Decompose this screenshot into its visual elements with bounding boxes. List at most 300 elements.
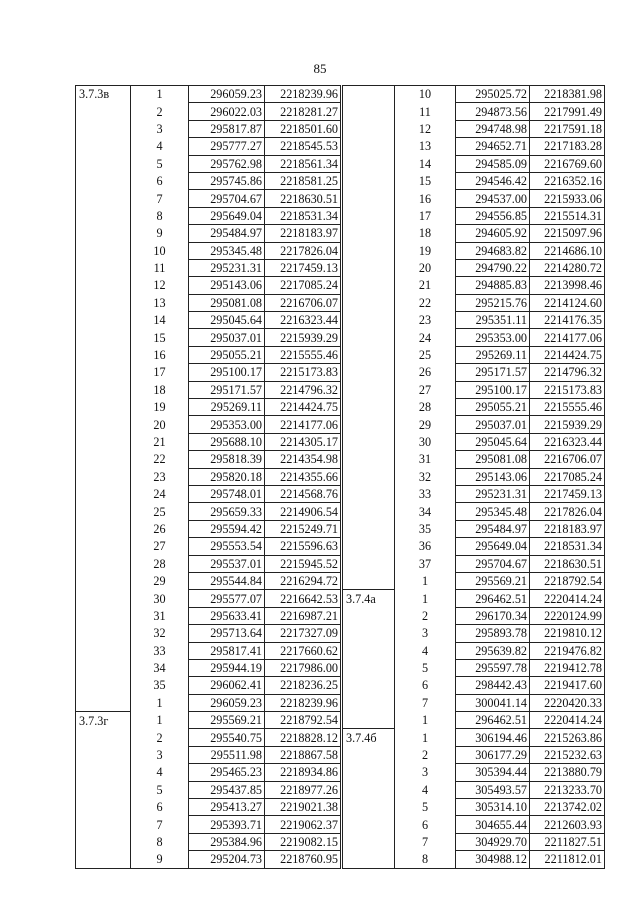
point-number-cell: 4 (131, 138, 189, 155)
x-coordinate-cell: 295345.48 (456, 503, 530, 520)
x-coordinate-cell: 295511.98 (189, 746, 265, 763)
table-row (343, 625, 605, 642)
x-coordinate-cell: 295649.04 (456, 538, 530, 555)
x-coordinate-cell: 294683.82 (456, 242, 530, 259)
table-row (76, 729, 341, 746)
table-row (76, 381, 341, 398)
x-coordinate-cell: 295748.01 (189, 485, 265, 502)
section-cell (76, 433, 131, 450)
x-coordinate-cell: 295577.07 (189, 590, 265, 607)
table-row (343, 746, 605, 763)
y-coordinate-cell: 2218630.51 (530, 555, 605, 572)
x-coordinate-cell: 295818.39 (189, 451, 265, 468)
section-cell (76, 555, 131, 572)
y-coordinate-cell: 2218531.34 (265, 207, 341, 224)
x-coordinate-cell: 294605.92 (456, 225, 530, 242)
y-coordinate-cell: 2215945.52 (265, 555, 341, 572)
table-row (343, 242, 605, 259)
x-coordinate-cell: 295025.72 (456, 86, 530, 103)
point-number-cell: 17 (131, 364, 189, 381)
y-coordinate-cell: 2214177.06 (530, 329, 605, 346)
point-number-cell: 27 (395, 381, 456, 398)
x-coordinate-cell: 295553.54 (189, 538, 265, 555)
section-cell (76, 120, 131, 137)
x-coordinate-cell: 295055.21 (456, 399, 530, 416)
point-number-cell: 22 (131, 451, 189, 468)
y-coordinate-cell: 2217826.04 (530, 503, 605, 520)
point-number-cell: 2 (395, 746, 456, 763)
section-cell (343, 120, 395, 137)
section-cell (76, 677, 131, 694)
x-coordinate-cell: 295537.01 (189, 555, 265, 572)
point-number-cell: 22 (395, 294, 456, 311)
y-coordinate-cell: 2214355.66 (265, 468, 341, 485)
point-number-cell: 31 (395, 451, 456, 468)
x-coordinate-cell: 295777.27 (189, 138, 265, 155)
point-number-cell: 30 (395, 433, 456, 450)
section-cell (343, 225, 395, 242)
y-coordinate-cell: 2213880.79 (530, 764, 605, 781)
section-cell (343, 433, 395, 450)
section-cell (343, 277, 395, 294)
x-coordinate-cell: 295762.98 (189, 155, 265, 172)
point-number-cell: 23 (131, 468, 189, 485)
y-coordinate-cell: 2218239.96 (265, 86, 341, 103)
section-cell (343, 155, 395, 172)
x-coordinate-cell: 295204.73 (189, 851, 265, 868)
section-cell (343, 555, 395, 572)
section-cell (76, 399, 131, 416)
x-coordinate-cell: 305493.57 (456, 781, 530, 798)
point-number-cell: 28 (131, 555, 189, 572)
point-number-cell: 5 (395, 799, 456, 816)
section-cell (76, 242, 131, 259)
section-cell (76, 816, 131, 833)
table-row (343, 816, 605, 833)
section-cell (343, 364, 395, 381)
table-row (343, 155, 605, 172)
y-coordinate-cell: 2218381.98 (530, 86, 605, 103)
x-coordinate-cell: 298442.43 (456, 677, 530, 694)
y-coordinate-cell: 2211812.01 (530, 851, 605, 868)
table-row (343, 346, 605, 363)
y-coordinate-cell: 2213233.70 (530, 781, 605, 798)
x-coordinate-cell: 294790.22 (456, 259, 530, 276)
y-coordinate-cell: 2214354.98 (265, 451, 341, 468)
y-coordinate-cell: 2216323.44 (265, 312, 341, 329)
point-number-cell: 26 (131, 520, 189, 537)
table-row (343, 538, 605, 555)
x-coordinate-cell: 296462.51 (456, 712, 530, 729)
section-cell (76, 294, 131, 311)
point-number-cell: 8 (131, 833, 189, 850)
point-number-cell: 20 (395, 259, 456, 276)
point-number-cell: 16 (395, 190, 456, 207)
x-coordinate-cell: 295171.57 (456, 364, 530, 381)
x-coordinate-cell: 295143.06 (456, 468, 530, 485)
y-coordinate-cell: 2214177.06 (265, 416, 341, 433)
table-row (343, 712, 605, 729)
x-coordinate-cell: 295413.27 (189, 799, 265, 816)
x-coordinate-cell: 295594.42 (189, 520, 265, 537)
x-coordinate-cell: 295037.01 (189, 329, 265, 346)
section-cell (76, 381, 131, 398)
x-coordinate-cell: 295688.10 (189, 433, 265, 450)
x-coordinate-cell: 295100.17 (189, 364, 265, 381)
section-cell (343, 659, 395, 676)
section-cell (343, 851, 395, 868)
table-row (343, 312, 605, 329)
point-number-cell: 2 (131, 729, 189, 746)
table-row (76, 833, 341, 850)
section-cell (76, 538, 131, 555)
point-number-cell: 35 (131, 677, 189, 694)
section-cell (76, 172, 131, 189)
x-coordinate-cell: 300041.14 (456, 694, 530, 711)
y-coordinate-cell: 2218239.96 (265, 694, 341, 711)
point-number-cell: 24 (395, 329, 456, 346)
point-number-cell: 1 (131, 694, 189, 711)
section-cell (343, 485, 395, 502)
x-coordinate-cell: 296062.41 (189, 677, 265, 694)
point-number-cell: 1 (131, 86, 189, 103)
point-number-cell: 10 (131, 242, 189, 259)
point-number-cell: 1 (395, 590, 456, 607)
section-cell (76, 642, 131, 659)
y-coordinate-cell: 2218792.54 (265, 712, 341, 729)
y-coordinate-cell: 2216987.21 (265, 607, 341, 624)
point-number-cell: 23 (395, 312, 456, 329)
point-number-cell: 1 (395, 729, 456, 746)
x-coordinate-cell: 295817.87 (189, 120, 265, 137)
table-row (76, 746, 341, 763)
y-coordinate-cell: 2215555.46 (530, 399, 605, 416)
table-row (343, 677, 605, 694)
x-coordinate-cell: 295817.41 (189, 642, 265, 659)
point-number-cell: 12 (395, 120, 456, 137)
point-number-cell: 4 (395, 781, 456, 798)
x-coordinate-cell: 296170.34 (456, 607, 530, 624)
point-number-cell: 36 (395, 538, 456, 555)
section-cell (343, 642, 395, 659)
y-coordinate-cell: 2219810.12 (530, 625, 605, 642)
table-row (76, 677, 341, 694)
section-cell (343, 172, 395, 189)
point-number-cell: 26 (395, 364, 456, 381)
point-number-cell: 3 (395, 764, 456, 781)
y-coordinate-cell: 2213742.02 (530, 799, 605, 816)
section-cell (76, 451, 131, 468)
point-number-cell: 11 (131, 259, 189, 276)
section-cell (76, 138, 131, 155)
section-cell (76, 590, 131, 607)
table-row (76, 277, 341, 294)
y-coordinate-cell: 2217591.18 (530, 120, 605, 137)
point-number-cell: 18 (131, 381, 189, 398)
y-coordinate-cell: 2218561.34 (265, 155, 341, 172)
table-row (76, 364, 341, 381)
section-cell (343, 329, 395, 346)
section-cell (76, 277, 131, 294)
y-coordinate-cell: 2216352.16 (530, 172, 605, 189)
x-coordinate-cell: 294652.71 (456, 138, 530, 155)
y-coordinate-cell: 2218828.12 (265, 729, 341, 746)
y-coordinate-cell: 2219082.15 (265, 833, 341, 850)
section-cell (343, 242, 395, 259)
y-coordinate-cell: 2219417.60 (530, 677, 605, 694)
y-coordinate-cell: 2220420.33 (530, 694, 605, 711)
section-cell (343, 607, 395, 624)
section-cell (76, 625, 131, 642)
table-row (343, 225, 605, 242)
point-number-cell: 25 (395, 346, 456, 363)
point-number-cell: 2 (395, 607, 456, 624)
section-cell (343, 381, 395, 398)
y-coordinate-cell: 2215232.63 (530, 746, 605, 763)
point-number-cell: 1 (395, 712, 456, 729)
y-coordinate-cell: 2215173.83 (530, 381, 605, 398)
y-coordinate-cell: 2214176.35 (530, 312, 605, 329)
y-coordinate-cell: 2214124.60 (530, 294, 605, 311)
x-coordinate-cell: 295465.23 (189, 764, 265, 781)
point-number-cell: 15 (131, 329, 189, 346)
point-number-cell: 1 (395, 572, 456, 589)
point-number-cell: 4 (395, 642, 456, 659)
table-row (343, 138, 605, 155)
section-cell (343, 712, 395, 729)
section-cell (343, 207, 395, 224)
y-coordinate-cell: 2215097.96 (530, 225, 605, 242)
point-number-cell: 6 (395, 816, 456, 833)
x-coordinate-cell: 294537.00 (456, 190, 530, 207)
section-cell (76, 572, 131, 589)
point-number-cell: 32 (131, 625, 189, 642)
table-row (76, 590, 341, 607)
section-cell (76, 659, 131, 676)
table-row (343, 277, 605, 294)
section-cell (76, 729, 131, 746)
table-row (343, 799, 605, 816)
point-number-cell: 10 (395, 86, 456, 103)
y-coordinate-cell: 2212603.93 (530, 816, 605, 833)
section-cell (76, 694, 131, 711)
table-row (76, 572, 341, 589)
section-cell (76, 207, 131, 224)
x-coordinate-cell: 295171.57 (189, 381, 265, 398)
section-cell (76, 190, 131, 207)
table-row (76, 799, 341, 816)
y-coordinate-cell: 2218760.95 (265, 851, 341, 868)
point-number-cell: 29 (395, 416, 456, 433)
point-number-cell: 21 (131, 433, 189, 450)
x-coordinate-cell: 295713.64 (189, 625, 265, 642)
x-coordinate-cell: 295484.97 (189, 225, 265, 242)
x-coordinate-cell: 296059.23 (189, 694, 265, 711)
table-row (76, 172, 341, 189)
y-coordinate-cell: 2215249.71 (265, 520, 341, 537)
section-cell (343, 416, 395, 433)
point-number-cell: 24 (131, 485, 189, 502)
point-number-cell: 17 (395, 207, 456, 224)
table-row (343, 190, 605, 207)
x-coordinate-cell: 295055.21 (189, 346, 265, 363)
table-row (343, 781, 605, 798)
section-cell: 3.7.3в (76, 86, 131, 103)
section-cell (76, 485, 131, 502)
x-coordinate-cell: 306177.29 (456, 746, 530, 763)
section-cell (76, 416, 131, 433)
y-coordinate-cell: 2216706.07 (530, 451, 605, 468)
x-coordinate-cell: 295037.01 (456, 416, 530, 433)
x-coordinate-cell: 294885.83 (456, 277, 530, 294)
x-coordinate-cell: 295437.85 (189, 781, 265, 798)
x-coordinate-cell: 295540.75 (189, 729, 265, 746)
table-row (76, 503, 341, 520)
x-coordinate-cell: 304929.70 (456, 833, 530, 850)
x-coordinate-cell: 295704.67 (189, 190, 265, 207)
table-row (343, 381, 605, 398)
y-coordinate-cell: 2216706.07 (265, 294, 341, 311)
x-coordinate-cell: 295659.33 (189, 503, 265, 520)
point-number-cell: 7 (131, 816, 189, 833)
table-row (76, 399, 341, 416)
x-coordinate-cell: 295569.21 (456, 572, 530, 589)
table-row (343, 451, 605, 468)
y-coordinate-cell: 2218630.51 (265, 190, 341, 207)
point-number-cell: 33 (131, 642, 189, 659)
point-number-cell: 34 (131, 659, 189, 676)
table-row (76, 520, 341, 537)
x-coordinate-cell: 295353.00 (456, 329, 530, 346)
table-row (76, 485, 341, 502)
point-number-cell: 5 (131, 781, 189, 798)
x-coordinate-cell: 295649.04 (189, 207, 265, 224)
section-cell: 3.7.4б (343, 729, 395, 746)
table-row (76, 329, 341, 346)
y-coordinate-cell: 2215933.06 (530, 190, 605, 207)
x-coordinate-cell: 296059.23 (189, 86, 265, 103)
section-cell (343, 677, 395, 694)
y-coordinate-cell: 2217459.13 (265, 259, 341, 276)
point-number-cell: 7 (131, 190, 189, 207)
y-coordinate-cell: 2215596.63 (265, 538, 341, 555)
table-row (76, 190, 341, 207)
y-coordinate-cell: 2217986.00 (265, 659, 341, 676)
y-coordinate-cell: 2215939.29 (265, 329, 341, 346)
section-cell (343, 503, 395, 520)
y-coordinate-cell: 2218977.26 (265, 781, 341, 798)
point-number-cell: 3 (395, 625, 456, 642)
section-cell (343, 138, 395, 155)
section-cell (343, 468, 395, 485)
section-cell: 3.7.3г (76, 712, 131, 729)
point-number-cell: 13 (131, 294, 189, 311)
x-coordinate-cell: 295231.31 (456, 485, 530, 502)
table-row (343, 399, 605, 416)
point-number-cell: 20 (131, 416, 189, 433)
table-row (76, 416, 341, 433)
point-number-cell: 6 (131, 172, 189, 189)
x-coordinate-cell: 294873.56 (456, 103, 530, 120)
table-row (343, 416, 605, 433)
table-row (343, 729, 605, 746)
table-row (76, 642, 341, 659)
x-coordinate-cell: 295269.11 (456, 346, 530, 363)
section-cell (76, 225, 131, 242)
y-coordinate-cell: 2214280.72 (530, 259, 605, 276)
table-row (76, 103, 341, 120)
table-row (343, 433, 605, 450)
point-number-cell: 35 (395, 520, 456, 537)
x-coordinate-cell: 304988.12 (456, 851, 530, 868)
x-coordinate-cell: 295345.48 (189, 242, 265, 259)
section-cell (343, 346, 395, 363)
x-coordinate-cell: 295745.86 (189, 172, 265, 189)
point-number-cell: 7 (395, 833, 456, 850)
section-cell (76, 468, 131, 485)
y-coordinate-cell: 2218867.58 (265, 746, 341, 763)
page-number: 85 (313, 61, 327, 76)
table-row (76, 555, 341, 572)
y-coordinate-cell: 2220414.24 (530, 590, 605, 607)
x-coordinate-cell: 295544.84 (189, 572, 265, 589)
table-row (76, 851, 341, 868)
y-coordinate-cell: 2218183.97 (265, 225, 341, 242)
point-number-cell: 21 (395, 277, 456, 294)
x-coordinate-cell: 295633.41 (189, 607, 265, 624)
point-number-cell: 15 (395, 172, 456, 189)
section-cell (76, 851, 131, 868)
y-coordinate-cell: 2218236.25 (265, 677, 341, 694)
y-coordinate-cell: 2217327.09 (265, 625, 341, 642)
x-coordinate-cell: 305314.10 (456, 799, 530, 816)
point-number-cell: 9 (131, 225, 189, 242)
point-number-cell: 19 (131, 399, 189, 416)
table-row (343, 172, 605, 189)
y-coordinate-cell: 2214686.10 (530, 242, 605, 259)
table-row (343, 659, 605, 676)
table-row (76, 659, 341, 676)
point-number-cell: 32 (395, 468, 456, 485)
y-coordinate-cell: 2220124.99 (530, 607, 605, 624)
y-coordinate-cell: 2216294.72 (265, 572, 341, 589)
y-coordinate-cell: 2219412.78 (530, 659, 605, 676)
section-cell (76, 520, 131, 537)
table-row (343, 329, 605, 346)
point-number-cell: 16 (131, 346, 189, 363)
table-row (76, 538, 341, 555)
table-row (343, 572, 605, 589)
table-row (76, 242, 341, 259)
section-cell (76, 259, 131, 276)
table-row (76, 694, 341, 711)
point-number-cell: 5 (395, 659, 456, 676)
table-row (343, 555, 605, 572)
section-cell (343, 294, 395, 311)
x-coordinate-cell: 295893.78 (456, 625, 530, 642)
y-coordinate-cell: 2217826.04 (265, 242, 341, 259)
point-number-cell: 34 (395, 503, 456, 520)
x-coordinate-cell: 294556.85 (456, 207, 530, 224)
y-coordinate-cell: 2215555.46 (265, 346, 341, 363)
point-number-cell: 9 (131, 851, 189, 868)
section-cell (343, 103, 395, 120)
x-coordinate-cell: 295384.96 (189, 833, 265, 850)
y-coordinate-cell: 2218501.60 (265, 120, 341, 137)
table-row (76, 225, 341, 242)
table-row (76, 781, 341, 798)
point-number-cell: 14 (395, 155, 456, 172)
